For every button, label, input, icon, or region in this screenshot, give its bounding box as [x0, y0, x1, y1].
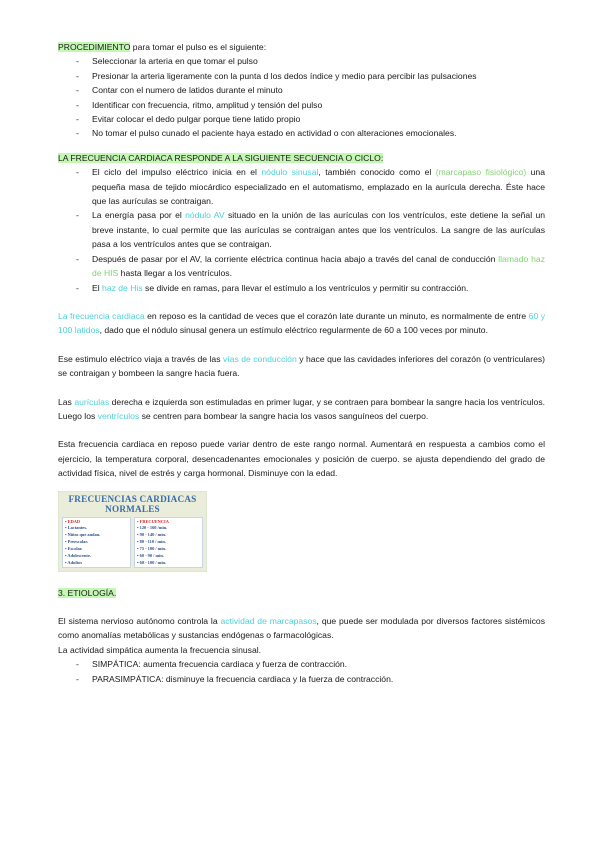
list-item: - Seleccionar la arteria en que tomar el pulso [58, 54, 545, 68]
list-item: - Presionar la arteria ligeramente con la punta d los dedos índice y medio para percibir las pulsaciones [58, 69, 545, 83]
list-item: - No tomar el pulso cunado el paciente haya estado en actividad o con alteraciones emocionales. [58, 126, 545, 140]
paragraph-simpatica: La actividad simpática aumenta la frecuencia sinusal. [58, 644, 262, 655]
ciclo-heading: LA FRECUENCIA CARDIACA RESPONDE A LA SIGUIENTE SECUENCIA O CICLO: [58, 152, 384, 163]
list-item: - Contar con el numero de latidos durante el minuto [58, 83, 545, 97]
document-page [58, 40, 545, 686]
frecuencias-title: FRECUENCIAS CARDIACAS NORMALES [68, 493, 197, 515]
paragraph-variacion: Esta frecuencia cardiaca en reposo puede variar dentro de este rango normal. Aumentará en respuesta a cambios como el ejercicio, la temperatura corporal, desencadenantes emocionales y posición de cuerpo. se ajusta dependiendo del grado de actividad física, nivel de estrés y carga hormonal. Disminuye con la edad. [58, 439, 545, 479]
frecuencias-image [58, 491, 207, 572]
edad-column: • EDAD • Lactantes. • Niños que andan. • Preescolar. • Escolar. • Adolescente. • Adultos [62, 517, 131, 568]
ciclo-list [58, 165, 545, 295]
procedimiento-list [58, 54, 545, 140]
paragraph-frecuencia: La frecuencia cardiaca en reposo es la cantidad de veces que el corazón late durante un minuto, es normalmente de entre 60 y 100 latidos, dado que el nódulo sinusal genera un estímulo eléctrico regularmente de 60 a 100 veces por minuto. [58, 310, 546, 336]
list-item: - PARASIMPÁTICA: disminuye la frecuencia cardiaca y la fuerza de contracción. [58, 672, 545, 686]
paragraph-auriculas: Las aurículas derecha e izquierda son estimuladas en primer lugar, y se contraen para bombear la sangre hacia los ventrículos. Luego los ventrículos se centren para bombear la sangre hacia los vasos sanguíneos del cuerpo. [58, 396, 545, 421]
list-item: - El haz de His se divide en ramas, para llevar el estímulo a los ventrículos y permitir su contracción. [58, 281, 545, 295]
list-item: - El ciclo del impulso eléctrico inicia en el nódulo sinusal, también conocido como el (marcapaso fisiológico) una pequeña masa de tejido miocárdico especializado en el automatismo, emplazado en la aurícula derecha. Éste hace que las aurículas se contraigan. [58, 165, 545, 208]
etiologia-list [58, 657, 545, 686]
list-item: - Identificar con frecuencia, ritmo, amplitud y tensión del pulso [58, 98, 545, 112]
paragraph-etiologia: El sistema nervioso autónomo controla la actividad de marcapasos, que puede ser modulada por diversos factores sistémicos como anomalías metabólicas y sustancias endógenas o farmacológicas. [58, 615, 545, 641]
paragraph-estimulo: Ese estimulo eléctrico viaja a través de las vías de conducción y hace que las cavidades inferiores del corazón (o ventriculares) se contraigan y bombeen la sangre hacia fuera. [58, 353, 546, 379]
list-item: - SIMPÁTICA: aumenta frecuencia cardiaca y fuerza de contracción. [58, 657, 545, 671]
etiologia-heading: 3. ETIOLOGÍA. [58, 587, 117, 598]
procedimiento-heading: PROCEDIMIENTO para tomar el pulso es el siguiente: [58, 42, 267, 52]
frecuencia-column: • FRECUENCIA • 120 - 160 /min. • 90 - 140 / min. • 80 - 110 / min. • 75 - 100 / min. • 60 - 90 / min. • 60 - 100 / min. [134, 517, 203, 568]
list-item: - Evitar colocar el dedo pulgar porque tiene latido propio [58, 112, 545, 126]
list-item: - Después de pasar por el AV, la corriente eléctrica continua hacia abajo a través del canal de conducción llamado haz de HIS hasta llegar a los ventrículos. [58, 252, 545, 281]
list-item: - La energía pasa por el nódulo AV situado en la unión de las aurículas con los ventrículos, este detiene la señal un breve instante, lo cual permite que las aurículas se contraigan antes que los ventrículos. La sangre de las aurículas pasa a los ventrículos antes que se contraigan. [58, 208, 545, 251]
